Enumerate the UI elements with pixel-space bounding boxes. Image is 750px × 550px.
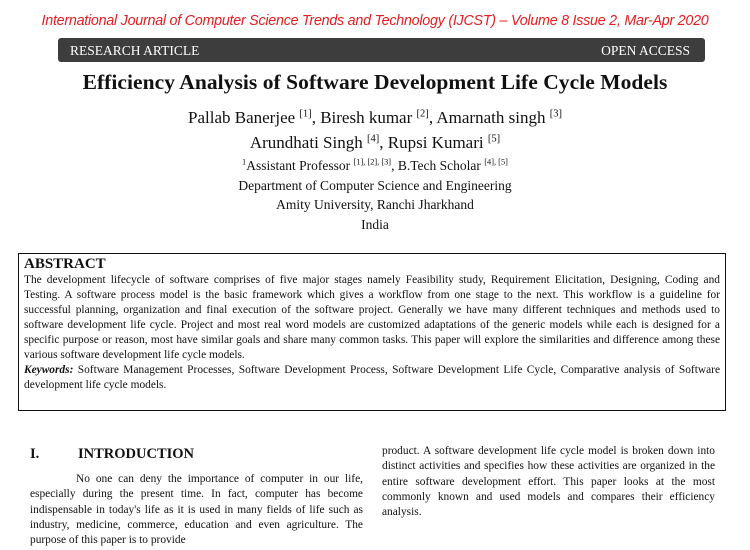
paper-title: Efficiency Analysis of Software Development Life Cycle Models <box>82 70 668 94</box>
journal-header: International Journal of Computer Science Trends and Technology (IJCST) – Volume 8 Issue 2, Mar-Apr 2020 <box>41 13 709 29</box>
abstract-box <box>18 253 726 411</box>
intro-right-paragraph: product. A software development life cycle model is broken down into distinct activities and specifies how these activities are organized in the entire software development effort. This paper looks at the most commonly known and used models and compares their efficiency analysis. <box>382 445 715 519</box>
author-mark: [4] <box>366 133 380 145</box>
author-mark: [3] <box>549 108 562 120</box>
keywords-label: Keywords: <box>24 364 74 376</box>
research-article-label: RESEARCH ARTICLE <box>70 43 200 58</box>
section-heading <box>30 446 194 463</box>
intro-paragraph: No one can deny the importance of computer in our life, especially during the present time. In fact, computer has become indispensable in today's life as it is used in many fields of life such as industry, medicine, commerce, education and even agriculture. The purpose of this paper is to provide <box>30 473 363 547</box>
author-mark: [5] <box>487 133 501 145</box>
role-assistant-professor: Assistant Professor <box>246 158 351 173</box>
author-name: Rupsi Kumari <box>387 133 484 152</box>
role-marks: [1], [2], [3] <box>353 157 392 167</box>
author-mark: [2] <box>416 108 429 120</box>
author-name: Biresh kumar <box>320 108 413 127</box>
affiliation-mark: 1 <box>242 157 247 167</box>
abstract-body: The development lifecycle of software comprises of five major stages namely Feasibility study, Requirement Elicitation, Designing, Coding and Testing. A software process model is the basic framework which gives a workflow from one stage to the next. This workflow is a guideline for successful planning, organization and final execution of the software project. Generally we have many different techniques and methods used to software development life cycle. Project and most real word models are customized adaptations of the generic models while each is designed for a specific purpose or reason, most have similar goals and share many common tasks. This paper will explore the similarities and difference among these various software development life cycle models. <box>24 274 720 361</box>
intro-right-column <box>382 444 715 520</box>
affiliation-roles: $^1$Assistant Professor [1], [2], [3], B.Tech Scholar [4], [5] <box>242 157 508 173</box>
author-line-2: Arundhati Singh [4], Rupsi Kumari [5] <box>249 133 501 152</box>
author-mark: [1] <box>299 108 312 120</box>
article-banner <box>58 38 705 62</box>
author-line-1: Pallab Banerjee [1], Biresh kumar [2], Amarnath singh [3] <box>188 108 562 127</box>
section-number: I. <box>30 446 40 462</box>
university: Amity University, Ranchi Jharkhand <box>276 197 474 212</box>
keywords <box>24 363 720 393</box>
role-marks: [4], [5] <box>484 157 508 167</box>
author-name: Arundhati Singh <box>249 133 363 152</box>
keywords-text: Software Management Processes, Software Development Process, Software Development Life Cycle, Comparative analysis of Software development life cycle models. <box>24 364 720 391</box>
intro-left-column <box>30 472 363 548</box>
abstract-heading: ABSTRACT <box>24 256 106 272</box>
author-name: Pallab Banerjee <box>188 108 296 127</box>
section-title: INTRODUCTION <box>78 446 195 462</box>
role-btech-scholar: B.Tech Scholar <box>397 158 481 173</box>
country: India <box>361 217 389 232</box>
open-access-label: OPEN ACCESS <box>601 43 690 58</box>
department: Department of Computer Science and Engineering <box>238 178 512 193</box>
author-name: Amarnath singh <box>436 108 546 127</box>
